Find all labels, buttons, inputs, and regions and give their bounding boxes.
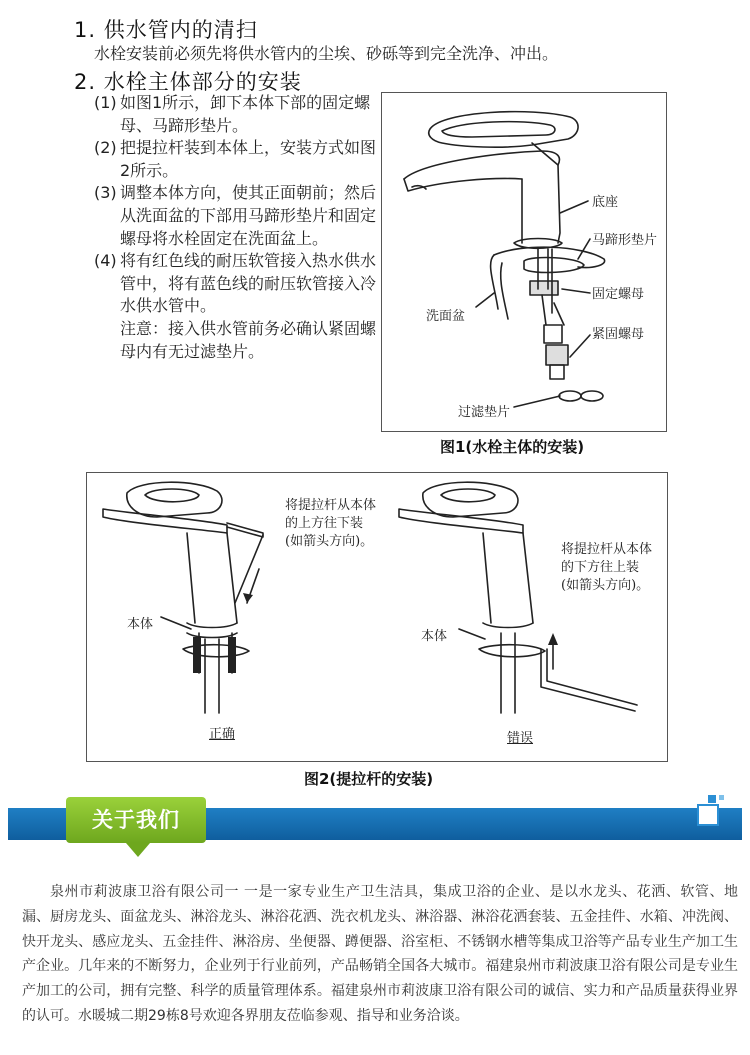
faucet-install-illustration	[382, 93, 666, 431]
step-text: 把提拉杆装到本体上，安装方式如图2所示。	[120, 138, 377, 180]
about-tab-pointer	[126, 843, 150, 857]
pull-rod-illustration	[87, 473, 667, 761]
left-verdict-correct: 正确	[209, 727, 236, 742]
figure1-caption: 图1(水栓主体的安装)	[440, 438, 585, 456]
step-2	[94, 137, 384, 182]
install-note: 注意：接入供水管前务必确认紧固螺母内有无过滤垫片。	[120, 318, 377, 361]
note-line: (如箭头方向)。	[561, 578, 650, 593]
step-number: (4)	[94, 251, 117, 271]
figure2-box	[86, 472, 668, 762]
right-body-label: 本体	[421, 629, 448, 644]
step-number: (1)	[94, 93, 117, 112]
step-1	[94, 92, 384, 137]
about-intro: 泉州市莉波康卫浴有限公司一 一是一家专业生产卫生洁具，集成卫浴的企业、是以水龙头、花洒、软管、地漏、厨房龙头、面盆龙头、淋浴龙头、淋浴花洒、洗衣机龙头、淋浴器、淋浴花洒套装、五金挂件、水箱、冲洗阀、快开龙头、感应龙头、五金挂件、淋浴房、坐便器、蹲便器、浴室柜、不锈钢水槽等集成卫浴等产品专业生产加工生产企业。几年来的不断努力，企业列于行业前列，产品畅销全国各大城市。福建泉州市莉波康卫浴有限公司是专业生产加工的公司，拥有完整、科学的质量管理体系。福建泉州市莉波康卫浴有限公司的诚信、实力和产品质量获得业界的认可。水暖城二期29栋8号欢迎各界朋友莅临参观、指导和业务洽谈。	[22, 884, 738, 1024]
note-line: 的下方往上装	[561, 560, 640, 575]
right-install-note	[561, 541, 652, 595]
note-line: 将提拉杆从本体	[561, 542, 653, 557]
label-tightening-nut: 紧固螺母	[592, 327, 645, 342]
decor-square-icon	[697, 804, 719, 826]
step-text: 如图1所示，卸下本体下部的固定螺母、马蹄形垫片。	[120, 93, 371, 135]
step-text: 将有红色线的耐压软管接入热水供水管中，将有蓝色线的耐压软管接入冷水供水管中。	[120, 251, 377, 316]
install-steps	[94, 92, 384, 363]
step-number: (3)	[94, 183, 117, 203]
right-verdict-wrong: 错误	[507, 731, 534, 746]
figure1-box	[381, 92, 667, 432]
figure2-caption: 图2(提拉杆的安装)	[304, 770, 434, 788]
label-fixing-nut: 固定螺母	[592, 287, 645, 302]
note-line: 将提拉杆从本体	[285, 498, 377, 513]
left-install-note	[285, 497, 376, 551]
label-horseshoe-washer: 马蹄形垫片	[592, 233, 658, 248]
note-line: 的上方往下装	[285, 516, 364, 531]
section1-heading: 1. 供水管内的清扫	[74, 18, 258, 42]
section2-heading: 2. 水栓主体部分的安装	[74, 70, 302, 94]
step-3	[94, 182, 384, 250]
note-line: (如箭头方向)。	[285, 534, 374, 549]
step-text: 调整本体方向，使其正面朝前；然后从洗面盆的下部用马蹄形垫片和固定螺母将水栓固定在洗面盆上。	[120, 183, 377, 248]
step-4	[94, 250, 384, 318]
left-body-label: 本体	[127, 617, 154, 632]
label-base: 底座	[592, 195, 619, 210]
label-filter-washer: 过滤垫片	[458, 405, 511, 420]
decor-square-tiny-icon	[719, 795, 724, 800]
label-basin: 洗面盆	[426, 309, 466, 324]
decor-square-small-icon	[708, 795, 716, 803]
step-number: (2)	[94, 138, 117, 158]
about-title: 关于我们	[92, 808, 180, 832]
section1-text: 水栓安装前必须先将供水管内的尘埃、砂砾等到完全洗净、冲出。	[94, 44, 559, 63]
